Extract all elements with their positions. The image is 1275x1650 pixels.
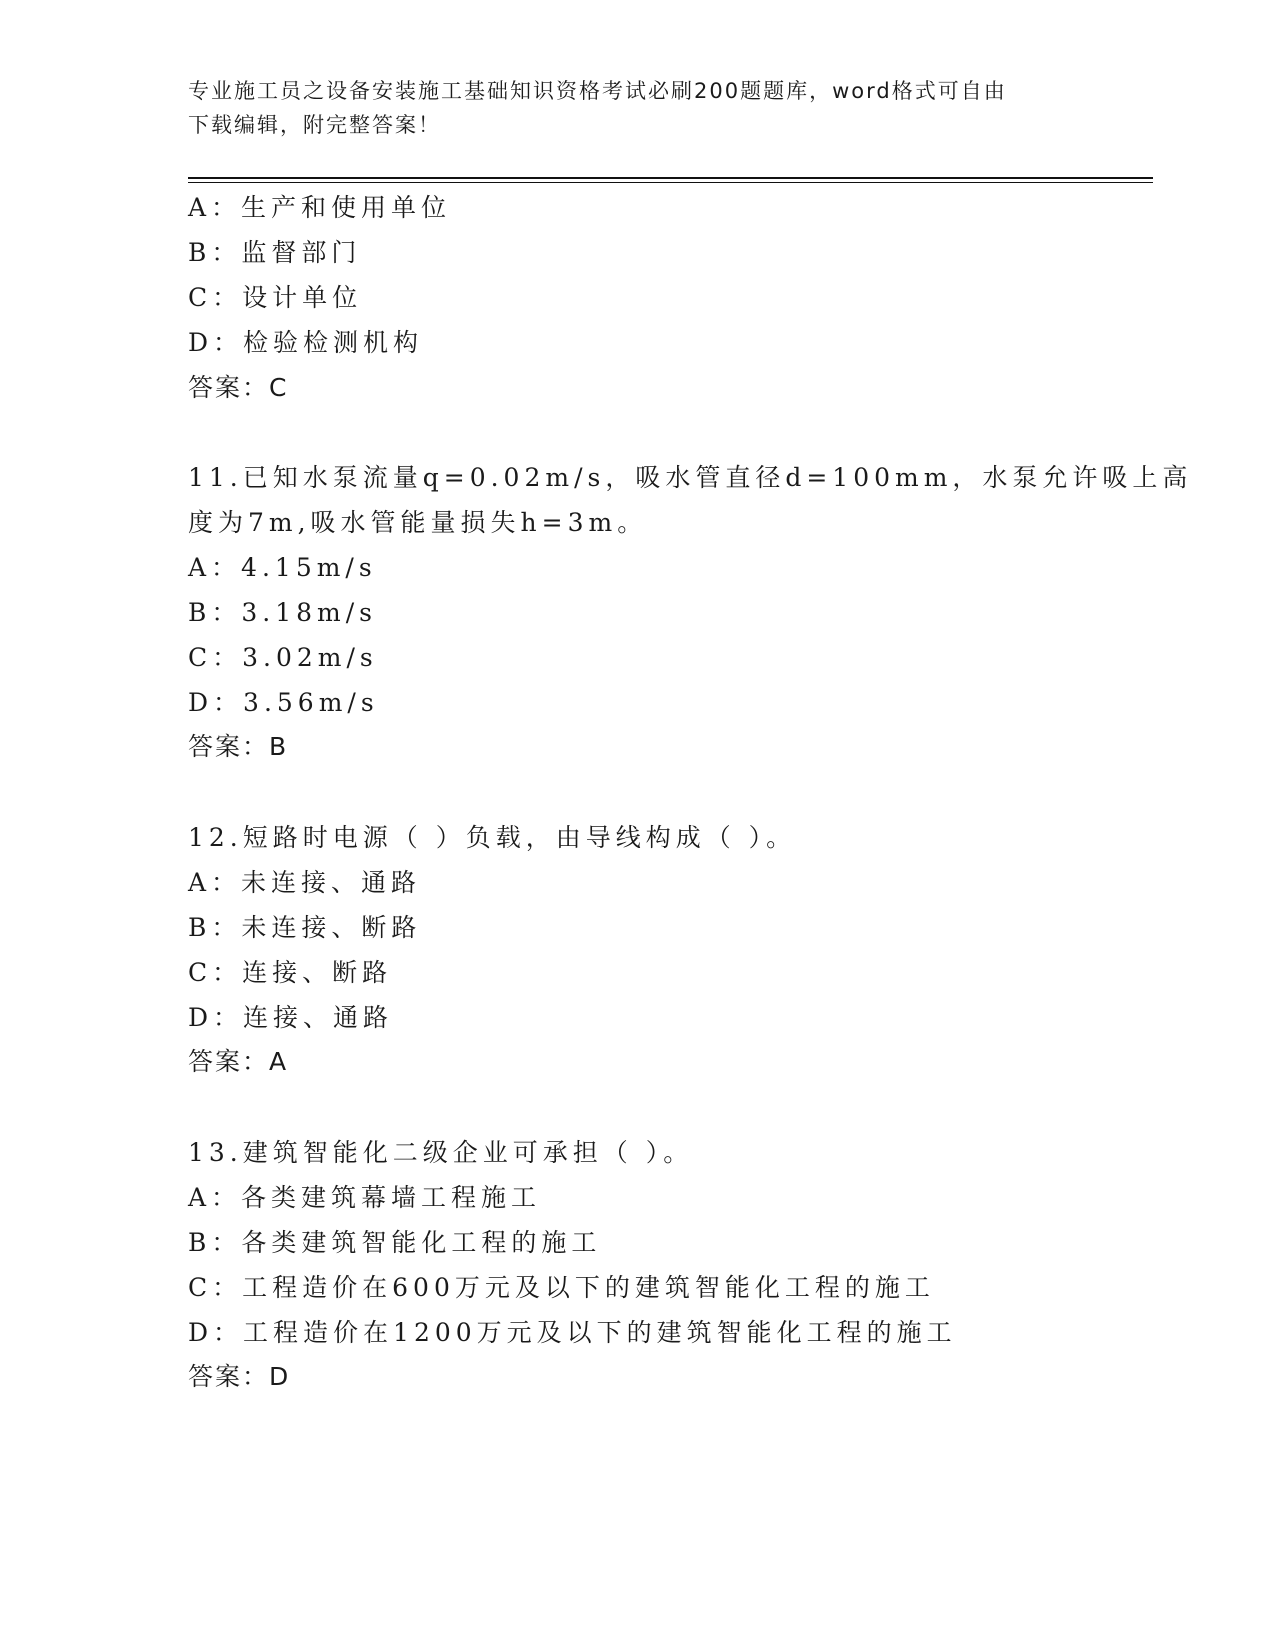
q12-option-c: C：连接、断路 [188, 958, 393, 987]
q11-option-d: D：3.56m/s [188, 688, 379, 717]
q12-answer: 答案：A [188, 1047, 289, 1076]
prev-answer: 答案：C [188, 373, 289, 402]
prev-option-c: C：设计单位 [188, 283, 363, 312]
q11-stem-line-1: 11.已知水泵流量q=0.02m/s，吸水管直径d=100mm，水泵允许吸上高 [188, 463, 1193, 492]
q13-option-a: A：各类建筑幕墙工程施工 [188, 1183, 542, 1212]
header-divider-thick [188, 177, 1153, 179]
q11-stem-line-2: 度为7m,吸水管能量损失h=3m。 [188, 508, 648, 537]
q12-option-a: A：未连接、通路 [188, 868, 422, 897]
q11-option-c: C：3.02m/s [188, 643, 378, 672]
header-line-2: 下载编辑，附完整答案！ [188, 113, 441, 137]
q13-option-b: B：各类建筑智能化工程的施工 [188, 1228, 602, 1257]
q13-option-c: C：工程造价在600万元及以下的建筑智能化工程的施工 [188, 1273, 935, 1302]
header-line-1: 专业施工员之设备安装施工基础知识资格考试必刷200题题库，word格式可自由 [188, 79, 1007, 103]
prev-option-a: A：生产和使用单位 [188, 193, 452, 222]
q11-option-b: B：3.18m/s [188, 598, 377, 627]
q12-option-d: D：连接、通路 [188, 1003, 394, 1032]
q13-option-d: D：工程造价在1200万元及以下的建筑智能化工程的施工 [188, 1318, 957, 1347]
q11-option-a: A：4.15m/s [188, 553, 377, 582]
prev-option-d: D：检验检测机构 [188, 328, 424, 357]
q12-stem: 12.短路时电源（ ）负载，由导线构成（ ）。 [188, 823, 797, 852]
prev-option-b: B：监督部门 [188, 238, 362, 267]
header-divider-thin [188, 182, 1153, 183]
q13-answer: 答案：D [188, 1362, 291, 1391]
q12-option-b: B：未连接、断路 [188, 913, 422, 942]
q11-answer: 答案：B [188, 732, 289, 761]
q13-stem: 13.建筑智能化二级企业可承担（ ）。 [188, 1138, 694, 1167]
document-header [188, 74, 1068, 142]
